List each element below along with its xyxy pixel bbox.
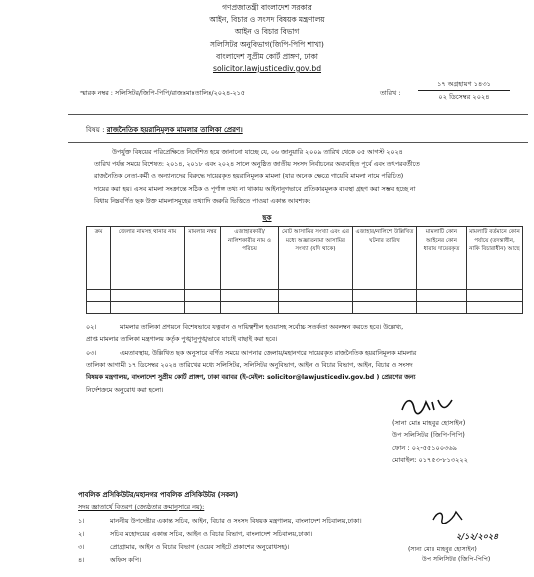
cc-label: সদয় জ্ঞাতার্থে বিতরণ (জ্যেষ্ঠতার ক্রমানুসারে নয়): <box>78 503 205 511</box>
body-paragraph-3 <box>86 348 416 397</box>
col-law-section: মামলাটি কোন আইনের কোন ধারায় দায়েরকৃত <box>417 227 467 290</box>
paragraph-line: এমতাবস্থায়, উল্লিখিত ছক অনুসারে বর্ণিত সময়ে আপনার জেলায়/মহানগরে দায়েরকৃত রাজনৈতিক হয়রানিমূলক মামলার <box>120 350 417 357</box>
col-incident-date: এজাহার/নালিশে উল্লিখিত ঘটনার তারিখ <box>353 227 417 290</box>
signatory-name: (সানা মোঃ মাহবুর হোসাইন) <box>392 419 466 427</box>
signatory-designation: উপ সলিসিটর (জিপি-পিপি) <box>422 556 491 563</box>
initial-scrawl-icon <box>430 508 466 524</box>
col-case-status: মামলাটি বর্তমানে কোন পর্যায়ে (তদন্তাধীন, নাকি বিচারাধীন) আছে <box>467 227 523 290</box>
table-header-row <box>87 227 523 290</box>
paragraph-line: রাজনৈতিক নেতা-কর্মী ও অন্যান্যদের বিরুদ্ধে দায়েরকৃত হয়রানিমূলক মামলা (যার অনেক ক্ষেত্রে গায়েবি মামলা নামে পরিচিত) <box>94 173 404 181</box>
subject-label: বিষয় : <box>86 126 105 134</box>
body-paragraph-2 <box>86 322 403 346</box>
cc-item-number: ৪। <box>78 556 85 564</box>
divider <box>68 142 528 143</box>
paragraph-line: প্রাপ্ত মামলার তালিকা মন্ত্রণালয় কর্তৃক পুঙ্খানুপুঙ্খভাবে যাচাই বাছাই করা হবে। <box>86 336 278 344</box>
case-table <box>86 226 523 314</box>
paragraph-line: তালিকা আগামী ১৭ ডিসেম্বর ২০২৪ তারিখের মধ্যে সলিসিটর, সলিসিটর অনুবিভাগ, আইন ও বিচার বিভাগ, আইন, বিচার ও সংসদ <box>86 362 413 370</box>
cc-item <box>78 555 141 566</box>
body-paragraph-1 <box>94 147 420 208</box>
paragraph-line: দায়ের করা হয়। এসব মামলা সংক্রান্তে সঠিক ও পূর্ণাঙ্গ তথ্য না থাকায় আইনানুগভাবে প্রতিকারমূলক ব্যবস্থা গ্রহণ করা সম্ভব হচ্ছে না <box>94 185 416 193</box>
paragraph-line: বিষয়ক মন্ত্রণালয়, বাংলাদেশ সুপ্রীম কোর্ট প্রাঙ্গণ, ঢাকা বরাবর (ই-মেইল: solicitor@lawjusticediv.gov.bd ) প্রেরণের জন্য <box>86 374 416 382</box>
paragraph-line: উপর্যুক্ত বিষয়ের পরিপ্রেক্ষিতে নির্দেশিত হয়ে জানানো যাচ্ছে যে, ০৬ জানুয়ারি ২০০৯ তারিখ থেকে ০৫ আগস্ট ২০২৪ <box>112 149 403 156</box>
date-box <box>418 78 510 103</box>
signatory-phone: ফোন : ০২-৫৫১০০৩৬৯ <box>392 443 457 452</box>
letterhead-line: আইন, বিচার ও সংসদ বিষয়ক মন্ত্রণালয় <box>209 15 325 25</box>
letterhead-line: গণপ্রজাতন্ত্রী বাংলাদেশ সরকার <box>222 3 312 12</box>
col-accused-count: মোট আসামির সংখ্যা এবং এর মধ্যে অজ্ঞাতনামা আসামির সংখ্যা (যদি থাকে) <box>279 227 353 290</box>
cc-item-text: অফিস কপি। <box>110 556 142 564</box>
paragraph-line: মামলার তালিকা প্রণয়নে বিশেষভাবে যত্নবান ও দায়িত্বশীল হওয়াসহ সর্বোচ্চ সতর্কতা অবলম্বন করতে হবে। উল্লেখ্য, <box>120 324 404 331</box>
cc-item <box>78 529 312 540</box>
divider <box>68 114 528 115</box>
paragraph-number: ০৩। <box>86 350 97 357</box>
paragraph-line: তারিখ পর্যন্ত সময়ে বিশেষত: ২০১৪, ২০১৮ এবং ২০২৪ সালে অনুষ্ঠিত জাতীয় সংসদ নির্বাচনের অব্যবহিত পূর্বে এবং তৎপরবর্তীতে <box>94 161 420 169</box>
letterhead <box>0 2 534 75</box>
cc-item-text: সচিব মহোদয়ের একান্ত সচিব, আইন ও বিচার বিভাগ, বাংলাদেশ সচিবালয়,ঢাকা। <box>110 530 313 538</box>
signatory-designation: উপ সলিসিটর (জিপি-পিপি) <box>392 431 465 440</box>
cc-item-text: প্রোগ্রামার, আইন ও বিচার বিভাগ (ওয়েব সাইটে প্রকাশের অনুরোধসহ)। <box>110 543 290 551</box>
cc-item-number: ২। <box>78 530 85 538</box>
website-link[interactable]: solicitor.lawjusticediv.gov.bd <box>212 63 322 73</box>
cc-item-number: ৩। <box>78 543 85 551</box>
cc-item <box>78 542 289 553</box>
table-title: ছক <box>262 214 272 222</box>
signatory-name: (সানা মোঃ মাহবুর হোসাইন) <box>408 546 477 553</box>
table-row <box>87 290 523 302</box>
col-complainant: এজাহারকারী/ নালিশকারীর নাম ও পরিচয় <box>221 227 279 290</box>
subject-text: রাজনৈতিক হয়রানিমূলক মামলার তালিকা প্রেরণ। <box>106 126 243 134</box>
letterhead-line: সলিসিটর অনুবিভাগ(জিপি-পিপি শাখা) <box>210 39 324 49</box>
paragraph-line: নির্দেশক্রমে অনুরোধ করা হলো। <box>86 386 164 394</box>
cc-item-text: মাননীয় উপদেষ্টার একান্ত সচিব, আইন, বিচার ও সংসদ বিষয়ক মন্ত্রণালয়, বাংলাদেশ সচিবালয়,ঢাকা। <box>110 517 362 525</box>
footer-signature <box>408 545 490 565</box>
col-serial: ক্রম <box>87 227 111 290</box>
date-english: ০২ ডিসেম্বর ২০২৪ <box>438 93 490 101</box>
col-district-thana: জেলার নামসহ থানার নাম <box>111 227 185 290</box>
signatory-mobile: মোবাইল: ০১৭৫৩-৮১৩২২২ <box>392 456 468 465</box>
signature-scrawl-icon <box>398 396 458 416</box>
col-case-number: মামলার নম্বর <box>185 227 221 290</box>
handwritten-date: ২/১২/২০২৪ <box>456 531 499 541</box>
recipient-title: পাবলিক প্রসিকিউটর/মহানগর পাবলিক প্রসিকিউটর (সকল) <box>78 491 239 499</box>
signature-block <box>392 417 468 467</box>
paragraph-number: ০২। <box>86 324 97 331</box>
date-bangla: ১৭ অগ্রহায়ণ ১৪৩১ <box>437 80 491 88</box>
letterhead-line: আইন ও বিচার বিভাগ <box>234 27 300 37</box>
memo-reference: স্মারক নম্বর : সলিসিটর/জিপি-পিপি/রাজঃমাঃতালিঃ/২০২৪-২১৫ <box>80 89 245 97</box>
date-label: তারিখ : <box>380 89 401 97</box>
letterhead-line: বাংলাদেশ সুপ্রীম কোর্ট প্রাঙ্গণ, ঢাকা <box>216 51 318 61</box>
paragraph-line: বিধায় নিম্নবর্ণিত ছক উক্ত মামলাসমূহের তথ্যাদি জরুরি ভিত্তিতে পাওয়া একান্ত আবশ্যক: <box>94 197 311 205</box>
cc-item <box>78 516 362 527</box>
cc-item-number: ১। <box>78 517 85 525</box>
subject-line <box>86 124 243 136</box>
table-row <box>87 302 523 314</box>
